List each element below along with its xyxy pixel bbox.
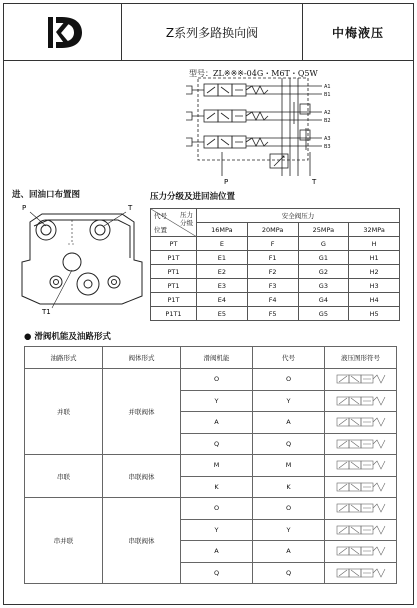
code-cell: M [253, 455, 325, 477]
function-cell: Q [181, 562, 253, 584]
function-cell: K [181, 476, 253, 498]
grade-cell: H5 [349, 307, 400, 321]
position-cell: PT1 [151, 265, 197, 279]
function-cell: A [181, 412, 253, 434]
table-header-row [25, 347, 397, 369]
layout-label-t1: T1 [42, 308, 51, 316]
code-cell: O [253, 369, 325, 391]
page-header [4, 4, 413, 61]
schematic-port-p: P [224, 178, 229, 186]
position-cell: P1T [151, 251, 197, 265]
code-cell: K [253, 476, 325, 498]
hydraulic-symbol-icon [333, 567, 389, 579]
code-cell: Q [253, 562, 325, 584]
function-cell: M [181, 455, 253, 477]
corner-header-cell [151, 209, 197, 237]
layout-section-title: 进、回油口布置图 [12, 190, 81, 200]
col-circuit: 油路形式 [25, 347, 103, 369]
port-b2: B2 [324, 118, 331, 124]
symbol-cell [325, 455, 397, 477]
code-cell: Y [253, 519, 325, 541]
symbol-cell [325, 476, 397, 498]
col-body: 阀体形式 [103, 347, 181, 369]
hydraulic-schematic [182, 66, 342, 188]
grade-cell: H [349, 237, 400, 251]
symbol-cell [325, 562, 397, 584]
port-a2: A2 [324, 110, 331, 116]
symbol-cell [325, 390, 397, 412]
hydraulic-symbol-icon [333, 481, 389, 493]
table-row [151, 237, 400, 251]
col-code: 代号 [253, 347, 325, 369]
function-cell: Y [181, 519, 253, 541]
model-code: 型号：ZL※※※-04G・M6T・Q5W [189, 69, 318, 78]
table-row [25, 369, 397, 391]
hydraulic-symbol-icon [333, 416, 389, 428]
company-logo [4, 4, 122, 61]
grade-cell: F1 [247, 251, 298, 265]
grade-cell: F3 [247, 279, 298, 293]
grade-cell: E4 [197, 293, 248, 307]
body-cell: 并联阀体 [103, 369, 181, 455]
symbol-cell [325, 541, 397, 563]
code-cell: Y [253, 390, 325, 412]
symbol-cell [325, 519, 397, 541]
table-row [151, 307, 400, 321]
symbol-cell [325, 369, 397, 391]
relief-pressure-header: 安全阀压力 [197, 209, 400, 223]
hydraulic-symbol-icon [333, 438, 389, 450]
grade-cell: H1 [349, 251, 400, 265]
body-cell: 串联阀体 [103, 498, 181, 584]
page-title: Z系列多路换向阀 [122, 4, 303, 61]
grade-cell: G5 [298, 307, 349, 321]
grade-cell: G [298, 237, 349, 251]
code-cell: A [253, 412, 325, 434]
hydraulic-symbol-icon [333, 373, 389, 385]
function-cell: Y [181, 390, 253, 412]
table-row [151, 251, 400, 265]
grade-cell: G1 [298, 251, 349, 265]
hydraulic-symbol-icon [333, 545, 389, 557]
schematic-port-t: T [312, 178, 317, 186]
function-cell: Q [181, 433, 253, 455]
grade-cell: H3 [349, 279, 400, 293]
hydraulic-symbol-icon [333, 524, 389, 536]
body-cell: 串联阀体 [103, 455, 181, 498]
grade-cell: F4 [247, 293, 298, 307]
position-cell: PT [151, 237, 197, 251]
logo-cell [4, 4, 122, 61]
port-layout-diagram [12, 200, 152, 320]
circuit-cell: 串并联 [25, 498, 103, 584]
grade-cell: E [197, 237, 248, 251]
table-row [25, 498, 397, 520]
position-cell: P1T [151, 293, 197, 307]
pressure-col-32: 32MPa [349, 223, 400, 237]
grade-cell: E1 [197, 251, 248, 265]
pressure-col-16: 16MPa [197, 223, 248, 237]
col-symbol: 液压图形符号 [325, 347, 397, 369]
header-pressure: 压力 [180, 211, 193, 219]
pressure-section-title: 压力分级及进回油位置 [150, 192, 236, 202]
circuit-cell: 并联 [25, 369, 103, 455]
port-a3: A3 [324, 136, 331, 142]
position-cell: PT1 [151, 279, 197, 293]
circuit-cell: 串联 [25, 455, 103, 498]
table-row [151, 265, 400, 279]
symbol-cell [325, 433, 397, 455]
grade-cell: G2 [298, 265, 349, 279]
symbol-cell [325, 498, 397, 520]
position-cell: P1T1 [151, 307, 197, 321]
grade-cell: G3 [298, 279, 349, 293]
grade-cell: F [247, 237, 298, 251]
port-a1: A1 [324, 84, 331, 90]
hydraulic-symbol-icon [333, 395, 389, 407]
grade-cell: F2 [247, 265, 298, 279]
port-b1: B1 [324, 92, 331, 98]
table-row [151, 293, 400, 307]
function-cell: O [181, 369, 253, 391]
slide-function-table [24, 346, 397, 584]
header-code: 代号 [154, 212, 167, 220]
pressure-col-20: 20MPa [247, 223, 298, 237]
grade-cell: H2 [349, 265, 400, 279]
pressure-grade-table [150, 208, 400, 321]
brand-name: 中梅液压 [331, 26, 384, 40]
header-grade: 分级 [180, 219, 193, 227]
grade-cell: F5 [247, 307, 298, 321]
function-section-title: ● 滑阀机能及油路形式 [24, 332, 111, 342]
hydraulic-symbol-icon [333, 502, 389, 514]
hydraulic-symbol-icon [333, 459, 389, 471]
symbol-cell [325, 412, 397, 434]
catalog-page [3, 3, 414, 605]
grade-cell: E2 [197, 265, 248, 279]
grade-cell: E3 [197, 279, 248, 293]
grade-cell: E5 [197, 307, 248, 321]
layout-label-t: T [128, 204, 133, 212]
col-function: 滑阀机能 [181, 347, 253, 369]
code-cell: O [253, 498, 325, 520]
function-cell: O [181, 498, 253, 520]
code-cell: A [253, 541, 325, 563]
layout-label-p: P [22, 204, 27, 212]
table-row [151, 279, 400, 293]
port-b3: B3 [324, 144, 331, 150]
grade-cell: G4 [298, 293, 349, 307]
table-row [25, 455, 397, 477]
header-position: 位置 [154, 226, 167, 234]
grade-cell: H4 [349, 293, 400, 307]
pressure-col-25: 25MPa [298, 223, 349, 237]
function-cell: A [181, 541, 253, 563]
code-cell: Q [253, 433, 325, 455]
